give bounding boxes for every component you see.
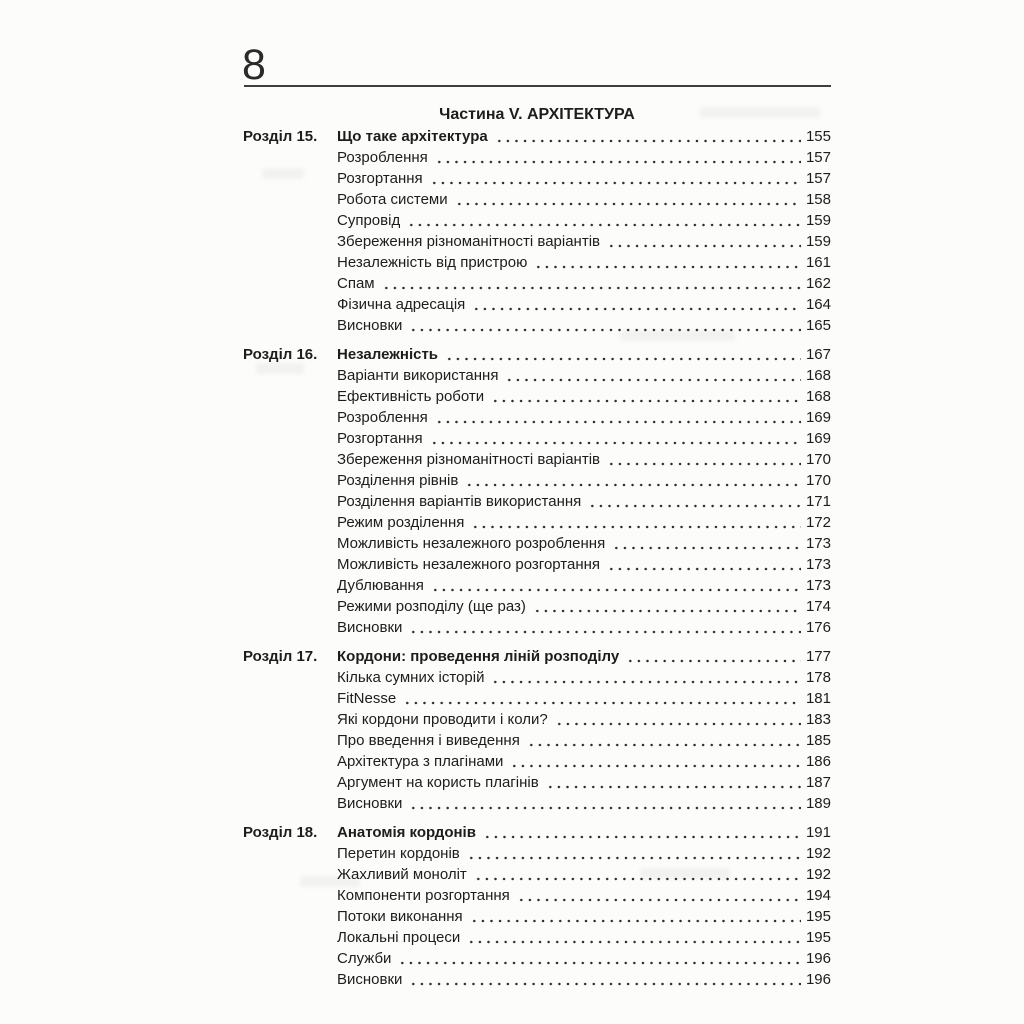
- toc-chapter-block: [243, 822, 831, 990]
- chapter-label: [243, 969, 337, 990]
- entry-title: Збереження різноманітності варіантів: [337, 233, 601, 250]
- toc-chapter-block: [243, 646, 831, 814]
- toc-chapter-row: [243, 344, 831, 365]
- toc-entry-row: [243, 843, 831, 864]
- chapter-label: [243, 772, 337, 793]
- toc-entry-row: [243, 386, 831, 407]
- toc-chapters: [243, 126, 831, 990]
- entry-page-number: 165: [805, 317, 831, 334]
- chapter-label: [243, 617, 337, 638]
- dot-leader: [517, 885, 801, 906]
- entry-page-number: 185: [805, 732, 831, 749]
- dot-leader: [607, 231, 801, 252]
- entry-title: Режими розподілу (ще раз): [337, 598, 526, 615]
- entry-page-number: 168: [805, 367, 831, 384]
- toc-chapter-row: [243, 822, 831, 843]
- dot-leader: [474, 864, 801, 885]
- entry-title: Фізична адресація: [337, 296, 466, 313]
- dot-leader: [409, 969, 801, 990]
- dot-leader: [472, 294, 801, 315]
- entry-title: Перетин кордонів: [337, 845, 460, 862]
- entry-page-number: 169: [805, 430, 831, 447]
- dot-leader: [505, 365, 801, 386]
- chapter-label: [243, 210, 337, 231]
- chapter-label: Розділ 17.: [243, 648, 318, 665]
- part-heading: Частина V. АРХІТЕКТУРА: [439, 106, 635, 123]
- entry-title: Розділення варіантів використання: [337, 493, 582, 510]
- entry-page-number: 167: [805, 346, 831, 363]
- chapter-label: [243, 927, 337, 948]
- chapter-label: [243, 273, 337, 294]
- entry-title: Що таке архітектура: [337, 128, 488, 145]
- dot-leader: [612, 533, 801, 554]
- toc-entry-row: [243, 864, 831, 885]
- entry-page-number: 192: [805, 866, 831, 883]
- toc-entry-row: [243, 273, 831, 294]
- entry-page-number: 189: [805, 795, 831, 812]
- dot-leader: [467, 927, 801, 948]
- entry-page-number: 159: [805, 233, 831, 250]
- dot-leader: [607, 449, 801, 470]
- dot-leader: [534, 252, 801, 273]
- header-rule: [244, 85, 831, 87]
- chapter-label: [243, 533, 337, 554]
- entry-title: Розгортання: [337, 430, 423, 447]
- toc-entry-row: [243, 772, 831, 793]
- chapter-label: [243, 906, 337, 927]
- chapter-label: [243, 843, 337, 864]
- toc-entry-row: [243, 428, 831, 449]
- entry-title: Висновки: [337, 317, 403, 334]
- dot-leader: [546, 772, 801, 793]
- toc-entry-row: [243, 189, 831, 210]
- toc-entry-row: [243, 407, 831, 428]
- toc-entry-row: [243, 793, 831, 814]
- dot-leader: [455, 189, 801, 210]
- entry-page-number: 164: [805, 296, 831, 313]
- chapter-label: [243, 147, 337, 168]
- dot-leader: [626, 646, 801, 667]
- toc-entry-row: [243, 906, 831, 927]
- dot-leader: [467, 843, 801, 864]
- toc-chapter-block: [243, 344, 831, 638]
- entry-title: Потоки виконання: [337, 908, 463, 925]
- toc-entry-row: [243, 969, 831, 990]
- chapter-label: Розділ 15.: [243, 128, 318, 145]
- entry-title: Варіанти використання: [337, 367, 499, 384]
- entry-title: Анатомія кордонів: [337, 824, 476, 841]
- dot-leader: [491, 386, 801, 407]
- toc-entry-row: [243, 252, 831, 273]
- chapter-label: [243, 554, 337, 575]
- entry-title: Розроблення: [337, 409, 428, 426]
- entry-page-number: 173: [805, 577, 831, 594]
- entry-page-number: 168: [805, 388, 831, 405]
- entry-title: Служби: [337, 950, 392, 967]
- entry-title: Які кордони проводити і коли?: [337, 711, 548, 728]
- dot-leader: [471, 512, 801, 533]
- dot-leader: [470, 906, 801, 927]
- entry-title: Кордони: проведення ліній розподілу: [337, 648, 620, 665]
- entry-page-number: 173: [805, 535, 831, 552]
- toc-entry-row: [243, 575, 831, 596]
- toc-entry-row: [243, 927, 831, 948]
- entry-page-number: 196: [805, 971, 831, 988]
- entry-page-number: 159: [805, 212, 831, 229]
- dot-leader: [409, 617, 801, 638]
- entry-title: Незалежність від пристрою: [337, 254, 528, 271]
- entry-page-number: 162: [805, 275, 831, 292]
- chapter-label: [243, 386, 337, 407]
- entry-title: FitNesse: [337, 690, 397, 707]
- toc-entry-row: [243, 315, 831, 336]
- entry-title: Жахливий моноліт: [337, 866, 467, 883]
- chapter-label: [243, 491, 337, 512]
- entry-page-number: 186: [805, 753, 831, 770]
- entry-page-number: 195: [805, 929, 831, 946]
- toc-entry-row: [243, 168, 831, 189]
- chapter-label: [243, 512, 337, 533]
- toc-entry-row: [243, 512, 831, 533]
- entry-page-number: 187: [805, 774, 831, 791]
- entry-page-number: 157: [805, 170, 831, 187]
- dot-leader: [431, 575, 801, 596]
- chapter-label: Розділ 16.: [243, 346, 318, 363]
- toc-entry-row: [243, 688, 831, 709]
- dot-leader: [510, 751, 801, 772]
- dot-leader: [445, 344, 801, 365]
- chapter-label: [243, 189, 337, 210]
- entry-page-number: 196: [805, 950, 831, 967]
- dot-leader: [483, 822, 801, 843]
- entry-title: Локальні процеси: [337, 929, 461, 946]
- entry-title: Спам: [337, 275, 375, 292]
- toc-entry-row: [243, 948, 831, 969]
- entry-title: Розділення рівнів: [337, 472, 459, 489]
- entry-title: Можливість незалежного розгортання: [337, 556, 601, 573]
- entry-page-number: 181: [805, 690, 831, 707]
- entry-title: Супровід: [337, 212, 401, 229]
- dot-leader: [495, 126, 801, 147]
- entry-page-number: 170: [805, 451, 831, 468]
- toc-entry-row: [243, 449, 831, 470]
- toc-entry-row: [243, 294, 831, 315]
- toc-entry-row: [243, 147, 831, 168]
- entry-page-number: 173: [805, 556, 831, 573]
- entry-page-number: 158: [805, 191, 831, 208]
- entry-page-number: 171: [805, 493, 831, 510]
- entry-title: Збереження різноманітності варіантів: [337, 451, 601, 468]
- toc-entry-row: [243, 709, 831, 730]
- entry-title: Кілька сумних історій: [337, 669, 485, 686]
- entry-page-number: 194: [805, 887, 831, 904]
- entry-page-number: 176: [805, 619, 831, 636]
- dot-leader: [435, 407, 801, 428]
- chapter-label: [243, 948, 337, 969]
- entry-page-number: 161: [805, 254, 831, 271]
- entry-title: Режим розділення: [337, 514, 465, 531]
- toc-entry-row: [243, 210, 831, 231]
- toc-entry-row: [243, 885, 831, 906]
- chapter-label: [243, 168, 337, 189]
- toc-entry-row: [243, 554, 831, 575]
- toc-chapter-block: [243, 126, 831, 336]
- entry-page-number: 195: [805, 908, 831, 925]
- dot-leader: [465, 470, 801, 491]
- chapter-label: [243, 231, 337, 252]
- dot-leader: [409, 315, 801, 336]
- table-of-contents: [243, 104, 831, 990]
- entry-title: Ефективність роботи: [337, 388, 485, 405]
- entry-title: Висновки: [337, 795, 403, 812]
- entry-title: Можливість незалежного розроблення: [337, 535, 606, 552]
- entry-title: Архітектура з плагінами: [337, 753, 504, 770]
- dot-leader: [491, 667, 801, 688]
- entry-page-number: 169: [805, 409, 831, 426]
- dot-leader: [527, 730, 801, 751]
- entry-page-number: 177: [805, 648, 831, 665]
- chapter-label: [243, 667, 337, 688]
- dot-leader: [430, 168, 801, 189]
- entry-page-number: 155: [805, 128, 831, 145]
- dot-leader: [409, 793, 801, 814]
- dot-leader: [403, 688, 801, 709]
- chapter-label: [243, 793, 337, 814]
- dot-leader: [555, 709, 801, 730]
- chapter-label: [243, 428, 337, 449]
- entry-title: Висновки: [337, 619, 403, 636]
- toc-entry-row: [243, 596, 831, 617]
- chapter-label: [243, 449, 337, 470]
- entry-title: Про введення і виведення: [337, 732, 520, 749]
- chapter-label: [243, 709, 337, 730]
- entry-title: Розгортання: [337, 170, 423, 187]
- chapter-label: [243, 730, 337, 751]
- toc-entry-row: [243, 470, 831, 491]
- entry-page-number: 174: [805, 598, 831, 615]
- dot-leader: [407, 210, 801, 231]
- chapter-label: [243, 885, 337, 906]
- entry-page-number: 183: [805, 711, 831, 728]
- toc-entry-row: [243, 617, 831, 638]
- dot-leader: [398, 948, 801, 969]
- entry-title: Висновки: [337, 971, 403, 988]
- chapter-label: [243, 315, 337, 336]
- chapter-label: [243, 751, 337, 772]
- dot-leader: [607, 554, 801, 575]
- entry-page-number: 157: [805, 149, 831, 166]
- toc-chapter-row: [243, 646, 831, 667]
- chapter-label: [243, 596, 337, 617]
- dot-leader: [430, 428, 801, 449]
- entry-title: Дублювання: [337, 577, 424, 594]
- chapter-label: [243, 688, 337, 709]
- chapter-label: [243, 864, 337, 885]
- entry-page-number: 172: [805, 514, 831, 531]
- chapter-label: [243, 365, 337, 386]
- entry-page-number: 178: [805, 669, 831, 686]
- dot-leader: [533, 596, 801, 617]
- toc-chapter-row: [243, 126, 831, 147]
- entry-title: Незалежність: [337, 346, 439, 363]
- chapter-label: Розділ 18.: [243, 824, 318, 841]
- dot-leader: [382, 273, 801, 294]
- dot-leader: [588, 491, 801, 512]
- page-number: 8: [242, 41, 266, 89]
- toc-entry-row: [243, 730, 831, 751]
- entry-page-number: 192: [805, 845, 831, 862]
- toc-entry-row: [243, 667, 831, 688]
- toc-entry-row: [243, 491, 831, 512]
- toc-entry-row: [243, 751, 831, 772]
- chapter-label: [243, 575, 337, 596]
- entry-title: Робота системи: [337, 191, 448, 208]
- entry-title: Розроблення: [337, 149, 428, 166]
- entry-title: Аргумент на користь плагінів: [337, 774, 539, 791]
- chapter-label: [243, 470, 337, 491]
- toc-entry-row: [243, 365, 831, 386]
- entry-page-number: 191: [805, 824, 831, 841]
- entry-title: Компоненти розгортання: [337, 887, 510, 904]
- chapter-label: [243, 252, 337, 273]
- entry-page-number: 170: [805, 472, 831, 489]
- chapter-label: [243, 294, 337, 315]
- toc-entry-row: [243, 533, 831, 554]
- toc-entry-row: [243, 231, 831, 252]
- dot-leader: [435, 147, 801, 168]
- chapter-label: [243, 407, 337, 428]
